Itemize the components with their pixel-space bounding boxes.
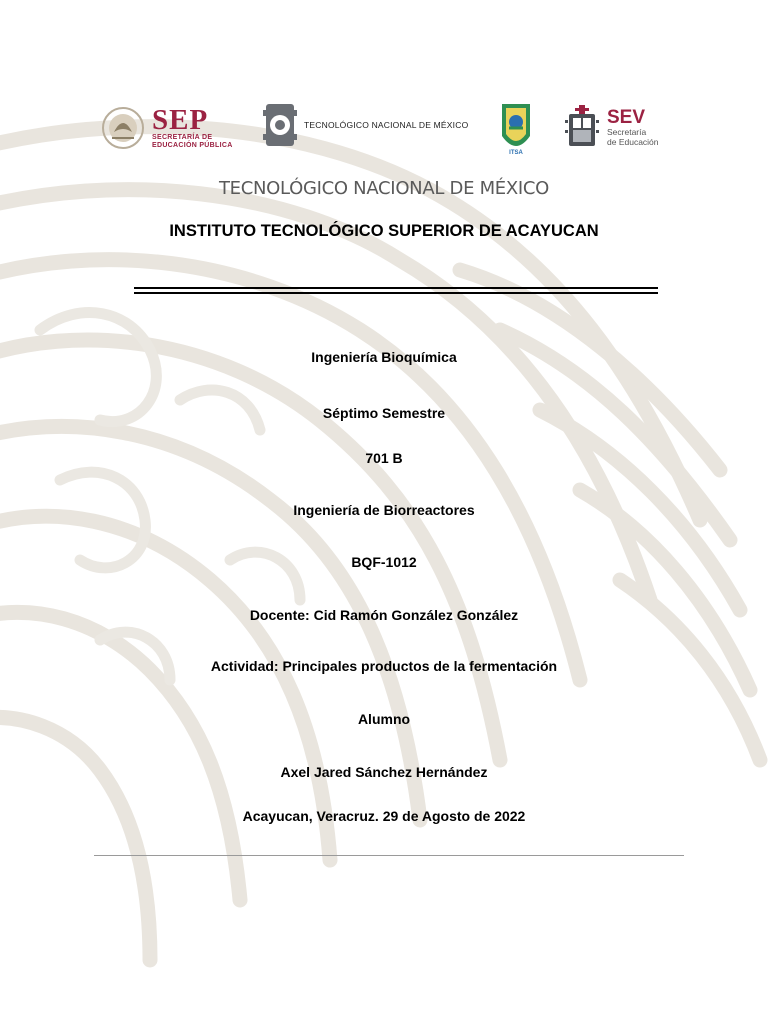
sep-logo-line1: SECRETARÍA DE bbox=[152, 134, 213, 141]
subject-code: BQF-1012 bbox=[351, 554, 417, 570]
sev-logo-line2: de Educación bbox=[607, 137, 659, 147]
career: Ingeniería Bioquímica bbox=[311, 349, 457, 365]
semester: Séptimo Semestre bbox=[322, 405, 446, 421]
sev-logo bbox=[563, 102, 659, 154]
title-divider-top bbox=[134, 287, 658, 289]
sep-logo bbox=[100, 102, 233, 154]
teacher: Docente: Cid Ramón González González bbox=[249, 607, 519, 623]
place-date: Acayucan, Veracruz. 29 de Agosto de 2022 bbox=[242, 808, 526, 824]
title-divider-bottom bbox=[134, 292, 658, 294]
national-coat-of-arms-icon bbox=[100, 102, 146, 154]
tecnm-logo-text: TECNOLÓGICO NACIONAL DE MÉXICO bbox=[304, 120, 469, 130]
tecnm-logo bbox=[262, 100, 468, 150]
veracruz-shield-icon bbox=[563, 102, 601, 154]
sep-logo-line2: EDUCACIÓN PÚBLICA bbox=[152, 142, 233, 149]
student-name: Axel Jared Sánchez Hernández bbox=[280, 764, 488, 780]
institute-name: INSTITUTO TECNOLÓGICO SUPERIOR DE ACAYUCAN bbox=[169, 222, 599, 240]
student-label: Alumno bbox=[357, 711, 411, 727]
logo-header bbox=[0, 96, 768, 166]
group: 701 B bbox=[365, 450, 403, 466]
activity: Actividad: Principales productos de la fermentación bbox=[210, 658, 558, 674]
itsa-shield-icon bbox=[498, 98, 534, 158]
sev-logo-text: SEV bbox=[607, 107, 646, 128]
page-title: TECNOLÓGICO NACIONAL DE MÉXICO bbox=[218, 178, 550, 199]
subject: Ingeniería de Biorreactores bbox=[293, 502, 475, 518]
tecnm-gear-icon bbox=[262, 100, 298, 150]
itsa-logo bbox=[498, 98, 534, 158]
bottom-divider bbox=[94, 855, 684, 856]
sev-logo-line1: Secretaría bbox=[607, 127, 647, 137]
itsa-logo-label: ITSA bbox=[509, 150, 523, 156]
sep-logo-text: SEP bbox=[152, 104, 209, 136]
